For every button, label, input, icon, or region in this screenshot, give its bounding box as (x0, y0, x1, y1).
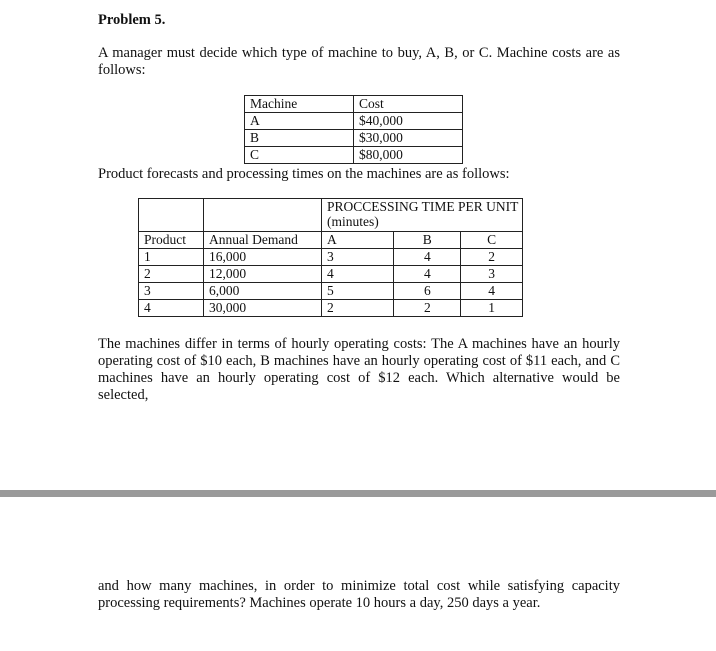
time-c-cell: 2 (461, 249, 523, 266)
cost-cell: $40,000 (354, 113, 463, 130)
operating-cost-paragraph: The machines differ in terms of hourly operating costs: The A machines have an hourly operating cost of $10 each, B machines have an hourly operating cost of $11 each, and C machines have an hourly operating cost of $12 each. Which alternative would be selected, (98, 336, 620, 403)
cost-cell: $80,000 (354, 147, 463, 164)
forecast-intro: Product forecasts and processing times on the machines are as follows: (98, 166, 510, 182)
time-b-cell: 4 (394, 249, 461, 266)
time-b-cell: 4 (394, 266, 461, 283)
header-annual-demand: Annual Demand (204, 232, 322, 249)
time-b-cell: 6 (394, 283, 461, 300)
table-header-row (245, 96, 463, 113)
continuation-paragraph: and how many machines, in order to minimize total cost while satisfying capacity processing requirements? Machines operate 10 hours a day, 250 days a year. (98, 578, 620, 611)
product-cell: 2 (139, 266, 204, 283)
demand-cell: 12,000 (204, 266, 322, 283)
time-a-cell: 4 (322, 266, 394, 283)
demand-cell: 6,000 (204, 283, 322, 300)
demand-cell: 16,000 (204, 249, 322, 266)
time-b-cell: 2 (394, 300, 461, 317)
machine-cost-table (244, 95, 463, 164)
table-row (139, 283, 523, 300)
header-machine-a: A (322, 232, 394, 249)
time-c-cell: 1 (461, 300, 523, 317)
intro-paragraph: A manager must decide which type of machine to buy, A, B, or C. Machine costs are as follows: (98, 45, 620, 78)
processing-time-table (138, 198, 523, 317)
demand-cell: 30,000 (204, 300, 322, 317)
product-cell: 3 (139, 283, 204, 300)
machine-cell: B (245, 130, 354, 147)
table-row (245, 147, 463, 164)
header-machine-b: B (394, 232, 461, 249)
problem-title: Problem 5. (98, 12, 166, 28)
empty-header-cell (139, 199, 204, 232)
header-machine: Machine (245, 96, 354, 113)
machine-cell: C (245, 147, 354, 164)
machine-cell: A (245, 113, 354, 130)
cost-cell: $30,000 (354, 130, 463, 147)
time-c-cell: 3 (461, 266, 523, 283)
table-row (139, 266, 523, 283)
table-row (245, 113, 463, 130)
table-group-header-row (139, 199, 523, 232)
product-cell: 1 (139, 249, 204, 266)
time-a-cell: 2 (322, 300, 394, 317)
empty-header-cell (204, 199, 322, 232)
table-row (139, 249, 523, 266)
product-cell: 4 (139, 300, 204, 317)
time-a-cell: 5 (322, 283, 394, 300)
time-a-cell: 3 (322, 249, 394, 266)
processing-time-header: PROCCESSING TIME PER UNIT (minutes) (322, 199, 523, 232)
time-c-cell: 4 (461, 283, 523, 300)
header-product: Product (139, 232, 204, 249)
table-row (139, 300, 523, 317)
page-divider (0, 490, 716, 497)
table-header-row (139, 232, 523, 249)
header-cost: Cost (354, 96, 463, 113)
header-machine-c: C (461, 232, 523, 249)
table-row (245, 130, 463, 147)
